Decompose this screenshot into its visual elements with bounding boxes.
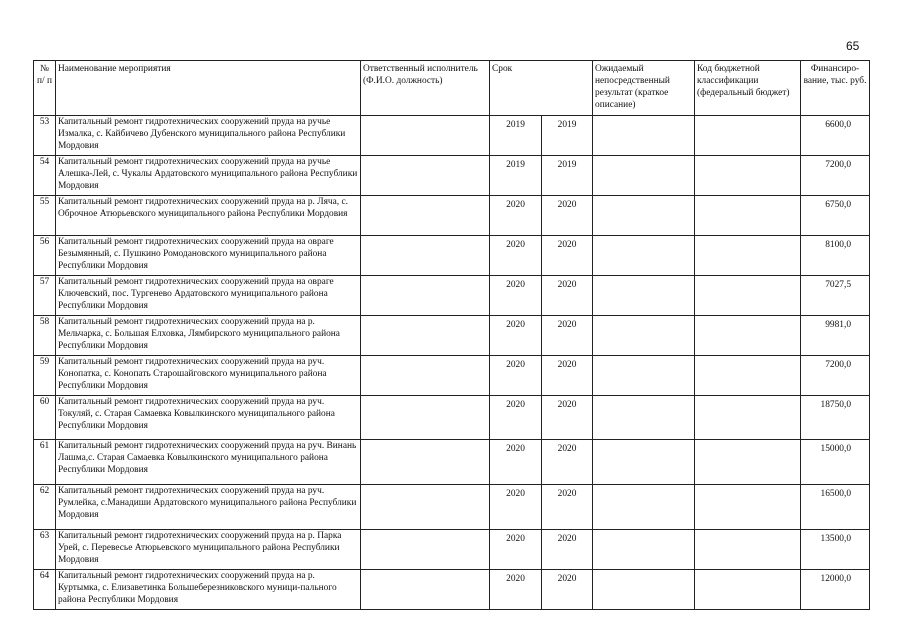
row-result [593,196,695,236]
row-result [593,570,695,610]
row-end-year: 2020 [542,316,593,356]
row-result [593,236,695,276]
table-row [34,440,870,485]
row-name: Капитальный ремонт гидротехнических сооружений пруда на р. Мельчарка, с. Большая Елховка, Лямбирского муниципального района Республики Мордовия [56,316,361,356]
row-start-year: 2020 [490,316,542,356]
row-amount: 18750,0 [801,396,870,440]
row-num: 54 [34,156,56,196]
table-header-row [34,61,870,116]
row-budget-code [695,356,801,396]
row-amount: 6600,0 [801,116,870,156]
table-row [34,116,870,156]
row-num: 60 [34,396,56,440]
row-name: Капитальный ремонт гидротехнических сооружений пруда на руч. Конопатка, с. Конопать Старошайговского муниципального района Республики Мордовия [56,356,361,396]
row-responsible [361,116,490,156]
row-num: 56 [34,236,56,276]
row-name: Капитальный ремонт гидротехнических сооружений пруда на руч. Винань Лашма,с. Старая Самаевка Ковылкинского муниципального района Республики Мордовия [56,440,361,485]
row-start-year: 2020 [490,356,542,396]
row-budget-code [695,156,801,196]
table-row [34,485,870,530]
row-result [593,485,695,530]
row-result [593,396,695,440]
row-name: Капитальный ремонт гидротехнических сооружений пруда на руч. Румлейка, с.Манадиши Ардатовского муниципального района Республики Мордовия [56,485,361,530]
row-result [593,356,695,396]
row-amount: 7200,0 [801,356,870,396]
row-result [593,530,695,570]
row-name: Капитальный ремонт гидротехнических сооружений пруда на ручье Алешка-Лей, с. Чукалы Ардатовского муниципального района Республики Мордовия [56,156,361,196]
row-budget-code [695,116,801,156]
row-responsible [361,485,490,530]
row-start-year: 2020 [490,530,542,570]
row-start-year: 2020 [490,276,542,316]
row-budget-code [695,485,801,530]
table-row [34,396,870,440]
row-responsible [361,156,490,196]
row-budget-code [695,570,801,610]
row-budget-code [695,316,801,356]
row-name: Капитальный ремонт гидротехнических сооружений пруда на руч. Токуляй, с. Старая Самаевка Ковылкинского муниципального района Республики Мордовия [56,396,361,440]
row-name: Капитальный ремонт гидротехнических сооружений пруда на р. Ляча, с. Оброчное Атюрьевского муниципального района Республики Мордовия [56,196,361,236]
row-end-year: 2019 [542,116,593,156]
row-result [593,440,695,485]
table-row [34,316,870,356]
table-row [34,276,870,316]
row-amount: 16500,0 [801,485,870,530]
row-end-year: 2020 [542,196,593,236]
row-budget-code [695,396,801,440]
row-end-year: 2020 [542,396,593,440]
row-name: Капитальный ремонт гидротехнических сооружений пруда на р. Куртымка, с. Елизаветинка Большеберезниковского муници-пального района Республики Мордовия [56,570,361,610]
row-num: 58 [34,316,56,356]
row-name: Капитальный ремонт гидротехнических сооружений пруда на овраге Ключевский, пос. Тургенево Ардатовского муниципального района Республики Мордовия [56,276,361,316]
row-start-year: 2020 [490,196,542,236]
header-term: Срок [490,61,593,116]
row-end-year: 2020 [542,236,593,276]
row-amount: 6750,0 [801,196,870,236]
table-row [34,156,870,196]
row-num: 62 [34,485,56,530]
row-budget-code [695,196,801,236]
row-amount: 9981,0 [801,316,870,356]
row-amount: 8100,0 [801,236,870,276]
row-responsible [361,530,490,570]
row-result [593,276,695,316]
row-end-year: 2020 [542,485,593,530]
row-num: 57 [34,276,56,316]
row-start-year: 2019 [490,116,542,156]
header-result: Ожидаемый непосредственный результат (краткое описание) [593,61,695,116]
row-result [593,116,695,156]
header-num: № п/ п [34,61,56,116]
row-num: 59 [34,356,56,396]
row-end-year: 2020 [542,356,593,396]
row-responsible [361,570,490,610]
header-budget-code: Код бюджетной классификации (федеральный бюджет) [695,61,801,116]
table-row [34,356,870,396]
row-budget-code [695,236,801,276]
row-responsible [361,356,490,396]
row-amount: 12000,0 [801,570,870,610]
row-num: 55 [34,196,56,236]
row-num: 53 [34,116,56,156]
header-financing: Финансиро-вание, тыс. руб. [801,61,870,116]
row-responsible [361,276,490,316]
row-responsible [361,396,490,440]
row-amount: 13500,0 [801,530,870,570]
table-row [34,196,870,236]
row-num: 61 [34,440,56,485]
measures-table [33,60,870,610]
table-row [34,570,870,610]
row-end-year: 2020 [542,570,593,610]
row-budget-code [695,530,801,570]
row-end-year: 2020 [542,530,593,570]
row-responsible [361,196,490,236]
row-num: 63 [34,530,56,570]
page-number: 65 [846,39,860,53]
row-name: Капитальный ремонт гидротехнических сооружений пруда на овраге Безымянный, с. Пушкино Ромодановского муниципального района Республики Мордовия [56,236,361,276]
row-responsible [361,316,490,356]
row-responsible [361,440,490,485]
row-end-year: 2020 [542,440,593,485]
row-result [593,316,695,356]
row-name: Капитальный ремонт гидротехнических сооружений пруда на р. Парка Урей, с. Перевесье Атюрьевского муниципального района Республики Мордовия [56,530,361,570]
row-amount: 7200,0 [801,156,870,196]
row-amount: 15000,0 [801,440,870,485]
row-budget-code [695,276,801,316]
row-start-year: 2020 [490,440,542,485]
row-start-year: 2020 [490,485,542,530]
header-responsible: Ответственный исполнитель (Ф.И.О. должность) [361,61,490,116]
row-num: 64 [34,570,56,610]
row-end-year: 2020 [542,276,593,316]
row-name: Капитальный ремонт гидротехнических сооружений пруда на ручье Измалка, с. Кайбичево Дубенского муниципального района Республики Мордовия [56,116,361,156]
row-start-year: 2020 [490,236,542,276]
row-start-year: 2019 [490,156,542,196]
row-responsible [361,236,490,276]
row-budget-code [695,440,801,485]
table-row [34,530,870,570]
row-end-year: 2019 [542,156,593,196]
row-result [593,156,695,196]
header-name: Наименование мероприятия [56,61,361,116]
row-start-year: 2020 [490,570,542,610]
table-row [34,236,870,276]
row-amount: 7027,5 [801,276,870,316]
row-start-year: 2020 [490,396,542,440]
